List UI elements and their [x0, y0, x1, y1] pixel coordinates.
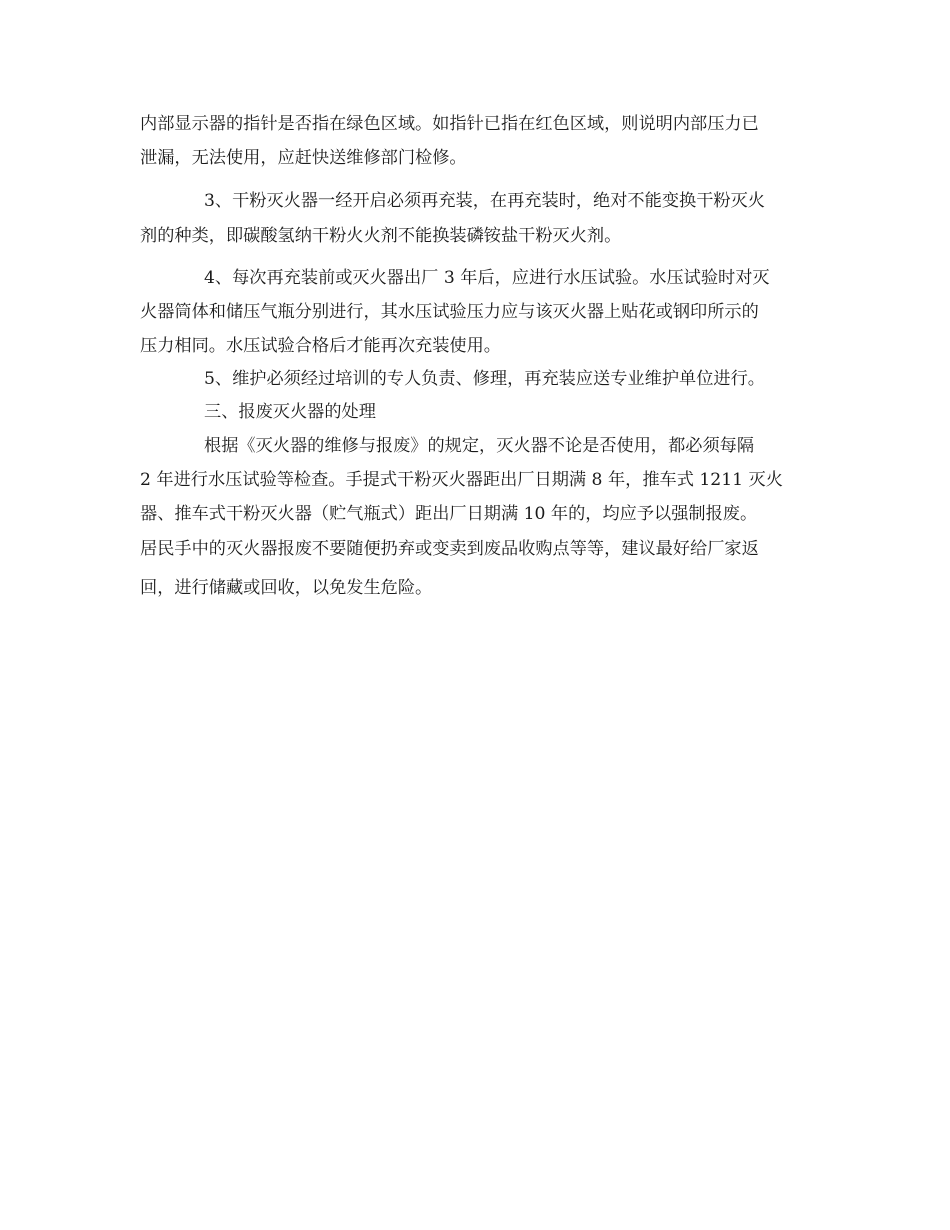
text-line: 内部显示器的指针是否指在绿色区域。如指针已指在红色区域，则说明内部压力已 — [140, 114, 759, 134]
text-line: 火器筒体和储压气瓶分别进行，其水压试验压力应与该灭火器上贴花或钢印所示的 — [140, 302, 759, 322]
section-heading: 三、报废灭火器的处理 — [204, 402, 376, 422]
text-line: 2 年进行水压试验等检查。手提式干粉灭火器距出厂日期满 8 年，推车式 1211 灭火 — [140, 470, 783, 490]
text-line: 剂的种类，即碳酸氢纳干粉火火剂不能换装磷铵盐干粉灭火剂。 — [140, 226, 622, 246]
text-line: 压力相同。水压试验合格后才能再次充装使用。 — [140, 336, 501, 356]
text-line: 器、推车式干粉灭火器（贮气瓶式）距出厂日期满 10 年的，均应予以强制报废。 — [140, 504, 758, 524]
text-line: 根据《灭火器的维修与报废》的规定，灭火器不论是否使用，都必须每隔 — [204, 436, 755, 456]
text-line: 4、每次再充装前或灭火器出厂 3 年后，应进行水压试验。水压试验时对灭 — [204, 268, 770, 288]
text-line: 回，进行储藏或回收，以免发生危险。 — [140, 578, 433, 598]
text-line: 3、干粉灭火器一经开启必须再充装，在再充装时，绝对不能变换干粉灭火 — [204, 191, 765, 211]
text-line: 5、维护必须经过培训的专人负责、修理，再充装应送专业维护单位进行。 — [204, 369, 765, 389]
text-line: 泄漏，无法使用，应赶快送维修部门检修。 — [140, 148, 467, 168]
text-line: 居民手中的灭火器报废不要随便扔弃或变卖到废品收购点等等，建议最好给厂家返 — [140, 539, 759, 559]
